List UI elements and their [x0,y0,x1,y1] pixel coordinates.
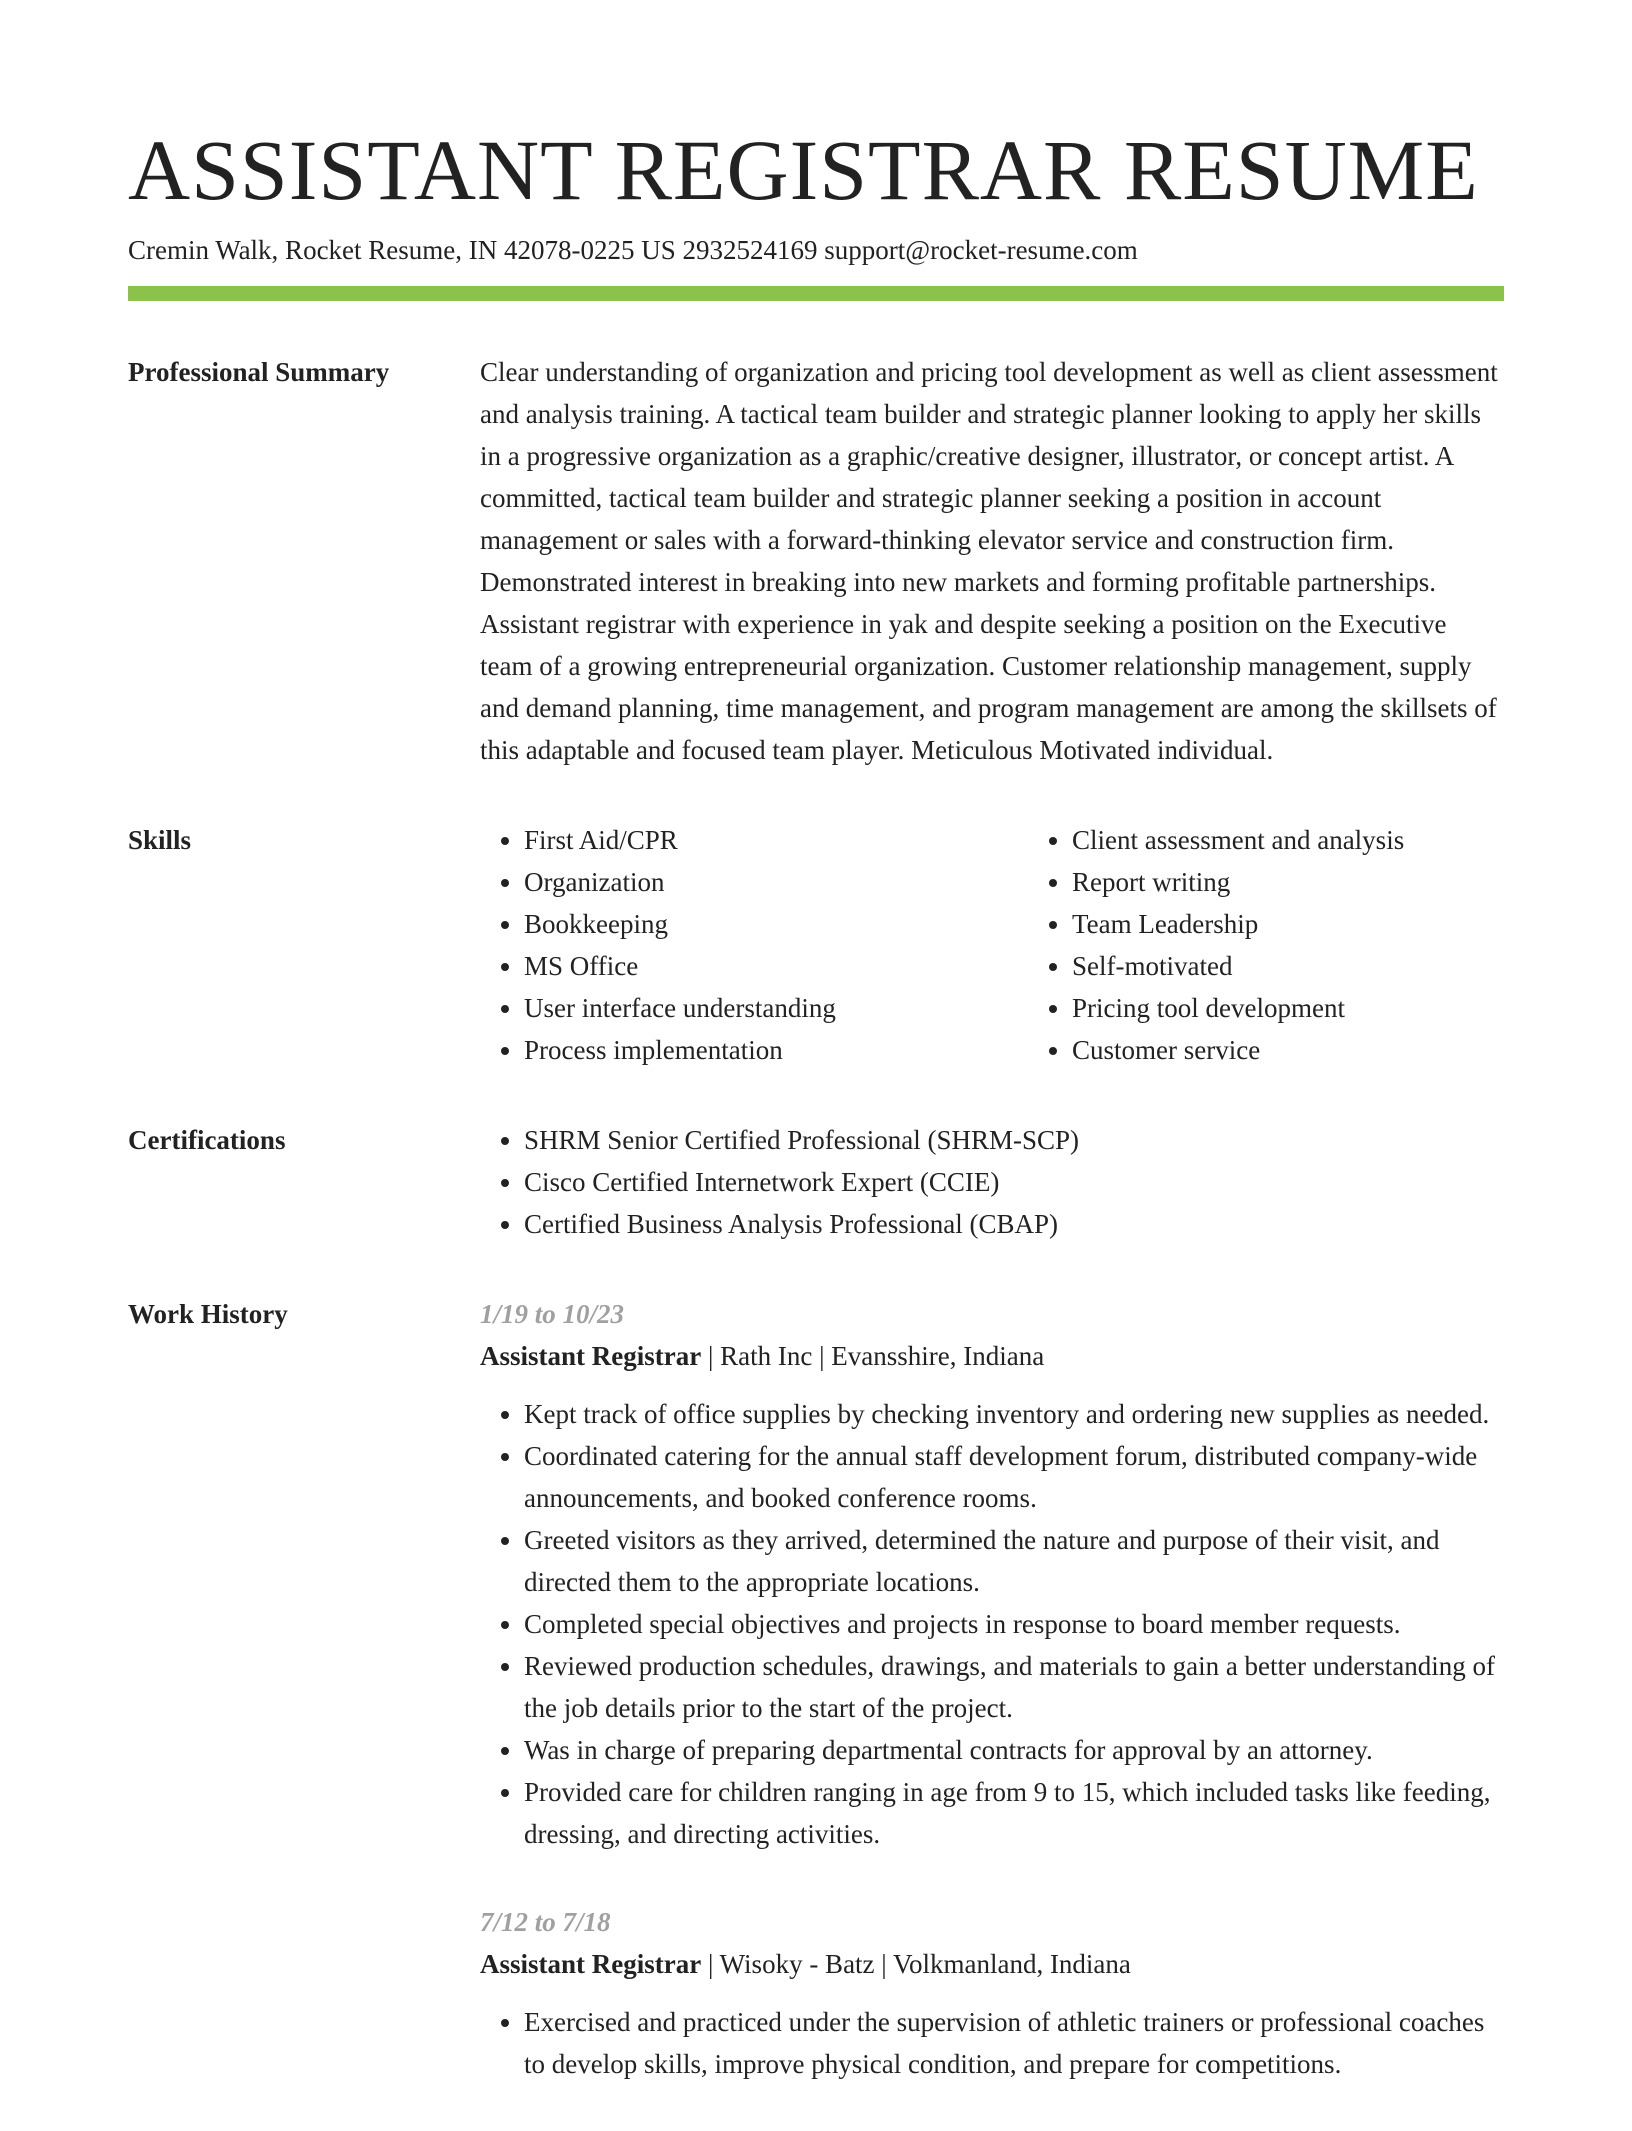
certifications-section [128,1119,1504,1245]
skill-item: • Organization [524,861,1028,903]
resume-page [128,120,1504,2131]
job-duty: • Reviewed production schedules, drawings, and materials to gain a better understanding of the job details prior to the start of the project. [524,1645,1504,1729]
skills-list-left [480,819,1028,1071]
skills-list-right [1028,819,1576,1071]
job-title: Assistant Registrar [480,1341,702,1371]
skill-item: • Pricing tool development [1072,987,1576,1029]
job-duty: • Exercised and practiced under the supervision of athletic trainers or professional coaches to develop skills, improve physical condition, and prepare for competitions. [524,2001,1504,2085]
job-duty: • Greeted visitors as they arrived, determined the nature and purpose of their visit, and directed them to the appropriate locations. [524,1519,1504,1603]
job-date: 7/12 to 7/18 [480,1907,611,1937]
certification-item: • Cisco Certified Internetwork Expert (CCIE) [524,1161,1504,1203]
job-details: | Rath Inc | Evansshire, Indiana [701,1341,1045,1371]
certifications-list [480,1119,1504,1245]
job-duties-list [480,1393,1504,1855]
job-title: Assistant Registrar [480,1949,702,1979]
contact-line: Cremin Walk, Rocket Resume, IN 42078-0225 US 2932524169 support@rocket-resume.com [128,235,1138,265]
skill-item: • First Aid/CPR [524,819,1028,861]
skill-item: • Report writing [1072,861,1576,903]
summary-label: Professional Summary [128,357,390,387]
certification-item: • Certified Business Analysis Professional (CBAP) [524,1203,1504,1245]
job-duty: • Coordinated catering for the annual staff development forum, distributed company-wide announcements, and booked conference rooms. [524,1435,1504,1519]
skills-section [128,819,1504,1071]
skill-item: • Process implementation [524,1029,1028,1071]
job-duty: • Was in charge of preparing departmental contracts for approval by an attorney. [524,1729,1504,1771]
skill-item: • Bookkeeping [524,903,1028,945]
job-details: | Wisoky - Batz | Volkmanland, Indiana [701,1949,1131,1979]
certification-item: • SHRM Senior Certified Professional (SHRM-SCP) [524,1119,1504,1161]
job-duty: • Provided care for children ranging in age from 9 to 15, which included tasks like feeding, dressing, and directing activities. [524,1771,1504,1855]
job-date: 1/19 to 10/23 [480,1299,625,1329]
job-duties-list [480,2001,1504,2085]
job-entry [480,1901,1504,2085]
skill-item: • MS Office [524,945,1028,987]
resume-title: ASSISTANT REGISTRAR RESUME [128,122,1479,218]
job-duty: • Kept track of office supplies by checking inventory and ordering new supplies as needed. [524,1393,1504,1435]
skill-item: • User interface understanding [524,987,1028,1029]
work-history-label: Work History [128,1299,288,1329]
skill-item: • Customer service [1072,1029,1576,1071]
accent-divider [128,286,1504,301]
skill-item: • Client assessment and analysis [1072,819,1576,861]
skill-item: • Team Leadership [1072,903,1576,945]
certifications-label: Certifications [128,1125,286,1155]
skill-item: • Self-motivated [1072,945,1576,987]
work-history-section [128,1293,1504,2131]
job-duty: • Completed special objectives and projects in response to board member requests. [524,1603,1504,1645]
skills-label: Skills [128,825,192,855]
summary-text: Clear understanding of organization and pricing tool development as well as client assessment and analysis training. A tactical team builder and strategic planner looking to apply her skills in a progressive organization as a graphic/creative designer, illustrator, or concept artist. A committed, tactical team builder and strategic planner seeking a position in account management or sales with a forward-thinking elevator service and construction firm. Demonstrated interest in breaking into new markets and forming profitable partnerships. Assistant registrar with experience in yak and despite seeking a position on the Executive team of a growing entrepreneurial organization. Customer relationship management, supply and demand planning, time management, and program management are among the skillsets of this adaptable and focused team player. Meticulous Motivated individual. [480,357,1498,765]
job-heading [480,1943,1504,1985]
job-entry [480,1293,1504,1855]
summary-section [128,351,1504,771]
job-heading [480,1335,1504,1377]
